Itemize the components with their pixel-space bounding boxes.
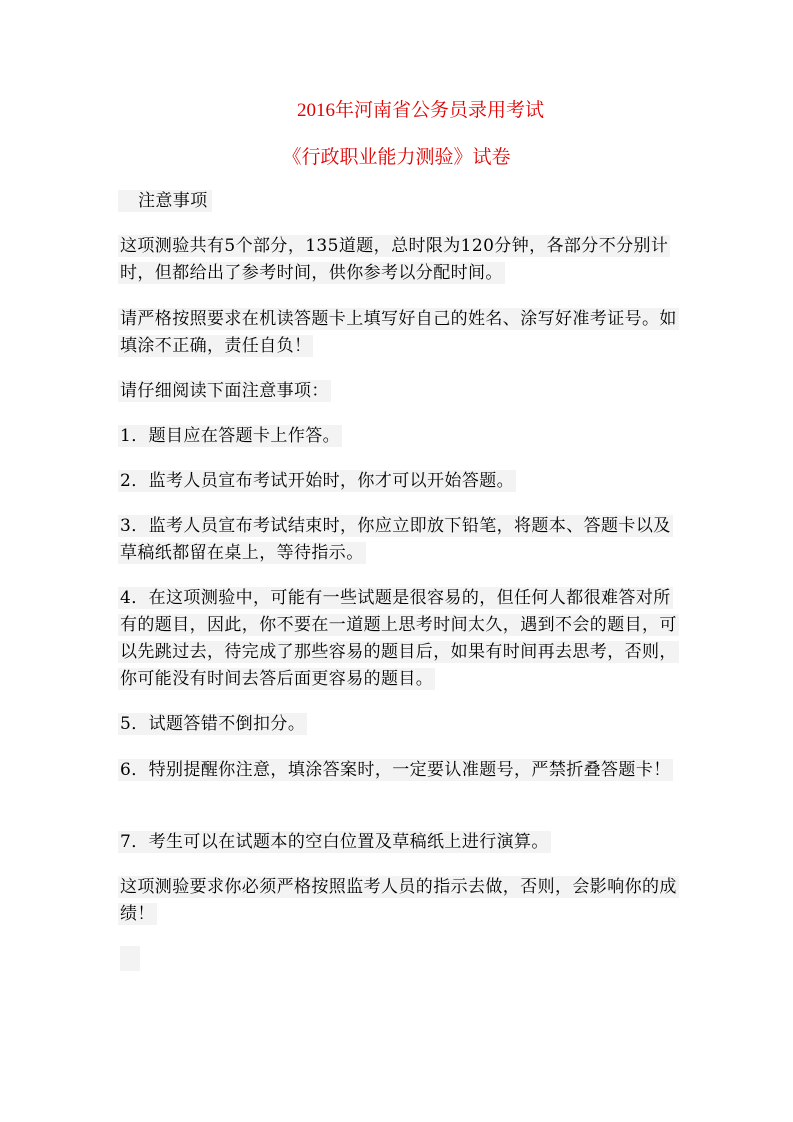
notice-item-3	[118, 513, 678, 567]
paragraph-test-overview	[118, 233, 678, 287]
paragraph-text: 1．题目应在答题卡上作答。	[120, 426, 341, 446]
notice-item-4	[118, 585, 678, 693]
exam-title	[24, 99, 793, 123]
paragraph-text: 4．在这项测验中，可能有一些试题是很容易的，但任何人都很难答对所有的题目，因此，你不要在一道题上思考时间太久，遇到不会的题目，可以先跳过去，待完成了那些容易的题目后，如果有时间再去思考，否则，你可能没有时间去答后面更容易的题目。	[120, 588, 677, 689]
exam-title-text: 2016年河南省公务员录用考试	[296, 100, 544, 121]
paragraph-text: 这项测验要求你必须严格按照监考人员的指示去做，否则，会影响你的成绩！	[120, 877, 677, 924]
blank-paragraph-mark	[120, 946, 140, 971]
paragraph-answer-card	[118, 306, 678, 360]
notice-item-7	[118, 829, 678, 856]
paragraph-text: 请仔细阅读下面注意事项：	[120, 381, 329, 401]
paragraph-text: 6．特别提醒你注意，填涂答案时，一定要认准题号，严禁折叠答题卡！	[120, 760, 671, 780]
notice-item-6	[118, 757, 678, 784]
paragraph-text: 这项测验共有5个部分，135道题，总时限为120分钟，各部分不分别计时，但都给出了参考时间，供你参考以分配时间。	[120, 236, 669, 283]
paragraph-text: 2．监考人员宣布考试开始时，你才可以开始答题。	[120, 471, 515, 491]
paragraph-closing	[118, 874, 678, 928]
paragraph-text: 请严格按照要求在机读答题卡上填写好自己的姓名、涂写好准考证号。如填涂不正确，责任自负！	[120, 309, 677, 356]
paper-subtitle	[0, 146, 793, 170]
paragraph-text: 5．试题答错不倒扣分。	[120, 714, 306, 734]
notice-item-1	[118, 423, 678, 450]
notice-heading-text: 注意事项	[118, 190, 212, 212]
notice-item-5	[118, 711, 678, 738]
paper-subtitle-text: 《行政职业能力测验》试卷	[282, 147, 511, 168]
paragraph-text: 3．监考人员宣布考试结束时，你应立即放下铅笔，将题本、答题卡以及草稿纸都留在桌上，等待指示。	[120, 516, 671, 563]
notice-item-2	[118, 468, 678, 495]
paragraph-read-notice	[118, 378, 678, 405]
notice-heading	[118, 188, 678, 215]
paragraph-text: 7．考生可以在试题本的空白位置及草稿纸上进行演算。	[120, 832, 549, 852]
